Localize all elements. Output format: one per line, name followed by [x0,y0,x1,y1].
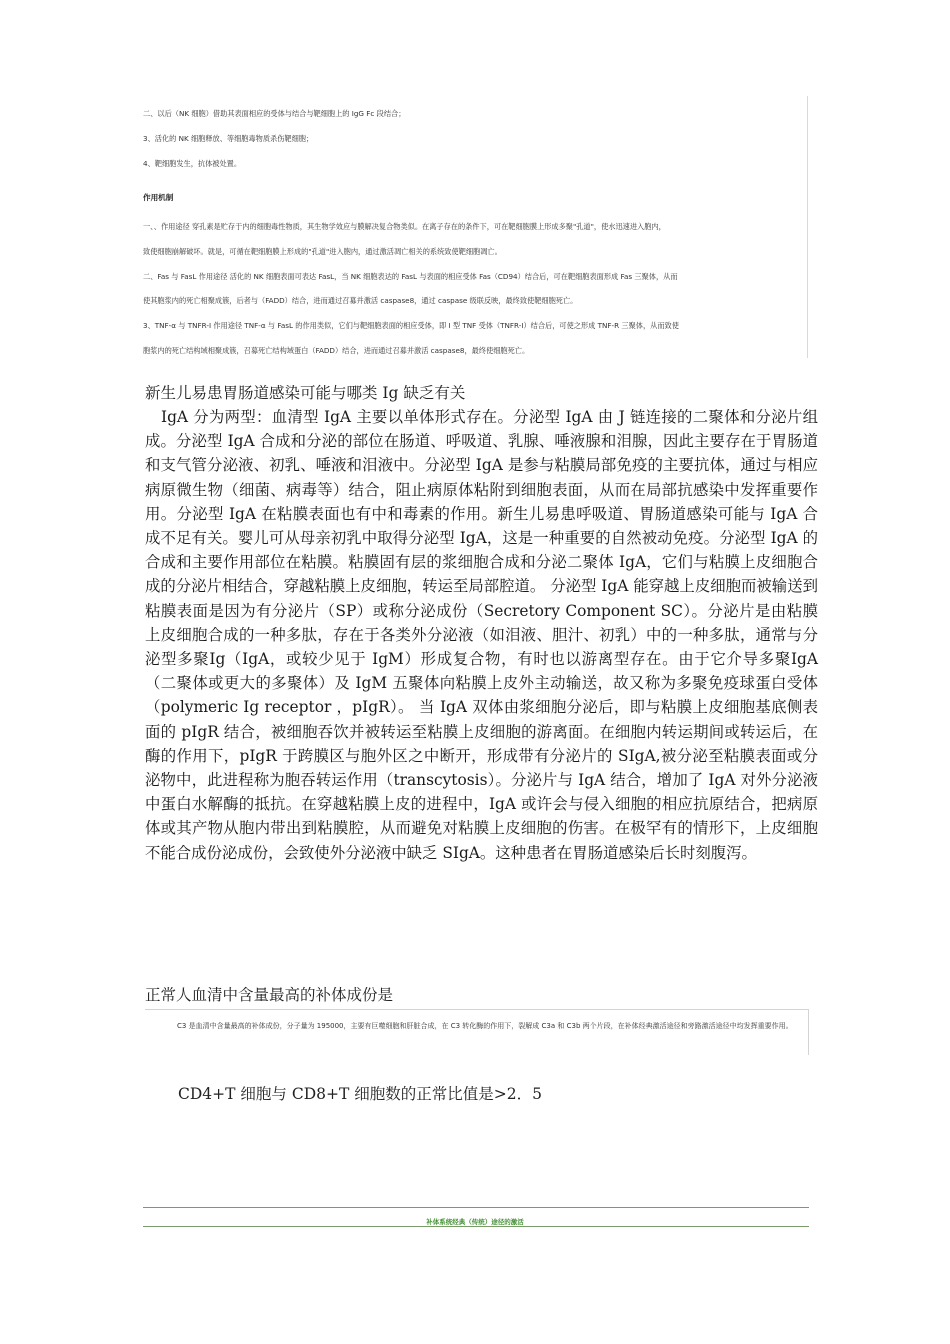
section-heading: 作用机制 [143,193,174,202]
text-line: 4、靶细胞发生，抗体被处置。 [143,159,242,168]
text-line: 二、Fas 与 FasL 作用途径 活化的 NK 细胞表面可表达 FasL，当 NK 细胞表达的 FasL 与表面的相应受体 Fas（CD94）结合后，可在靶细胞表面形成 Fas 三聚体，从而 [143,272,678,281]
text-line: 3、TNF-α 与 TNFR-I 作用途径 TNF-α 与 FasL 的作用类似，它们与靶细胞表面的相应受体，即 I 型 TNF 受体（TNFR-I）结合后，可使之形成 TNF-R 三聚体，从而致使 [143,321,679,330]
text-line: 胞浆内的死亡结构域相聚成簇，召募死亡结构域蛋白（FADD）结合，进而通过召募并激活 caspase8，最终使细胞死亡。 [143,346,530,355]
text-line: 使其胞浆内的死亡相聚成簇，后者与（FADD）结合，进而通过召募并激活 caspase8，通过 caspase 级联反映，最终致使靶细胞死亡。 [143,296,578,305]
footer-divider [143,1226,809,1227]
question-title: 正常人血清中含量最高的补体成份是 [145,986,394,1004]
text-line: 3、活化的 NK 细胞释放、等细胞毒物质杀伤靶细胞； [143,134,314,143]
text-line: 致使细胞崩解破坏。就是，可循在靶细胞膜上形成的"孔道"进入胞内，通过激活凋亡相关的系统致使靶细胞凋亡。 [143,247,502,256]
text-line: 一、、作用途径 穿孔素是贮存于内的细胞毒性物质，其生物学效应与膜解决复合物类似。在离子存在的条件下，可在靶细胞膜上形成多聚"孔道"，使水迅速进入胞内， [143,222,666,231]
footer-title: 补体系统经典（传统）途径的激活 [426,1218,524,1226]
text-line: 二、以后（NK 细胞）借助其表面相应的受体与结合与靶细胞上的 IgG Fc 段结合； [143,109,406,118]
top-text-block [143,96,808,358]
answer-paragraph: IgA 分为两型：血清型 IgA 主要以单体形式存在。分泌型 IgA 由 J 链连接的二聚体和分泌片组成。分泌型 IgA 合成和分泌的部位在肠道、呼吸道、乳腺、唾液腺和泪腺，因此主要存在于胃肠道和支气管分泌液、初乳、唾液和泪液中。分泌型 IgA 是参与粘膜局部免疫的主要抗体，通过与相应病原微生物（细菌、病毒等）结合，阻止病原体粘附到细胞表面，从而在局部抗感染中发挥重要作用。分泌型 IgA 在粘膜表面也有中和毒素的作用。新生儿易患呼吸道、胃肠道感染可能与 IgA 合成不足有关。婴儿可从母亲初乳中取得分泌型 IgA，这是一种重要的自然被动免疫。分泌型 IgA 的合成和主要作用部位在粘膜。粘膜固有层的浆细胞合成和分泌二聚体 IgA，它们与粘膜上皮细胞合成的分泌片相结合，穿越粘膜上皮细胞，转运至局部腔道。 分泌型 IgA 能穿越上皮细胞而被输送到粘膜表面是因为有分泌片（SP）或称分泌成份（Secretory Component SC）。分泌片是由粘膜上皮细胞合成的一种多肽，存在于各类外分泌液（如泪液、胆汁、初乳）中的一种多肽，通常与分泌型多聚Ig（IgA，或较少见于 IgM）形成复合物，有时也以游离型存在。由于它介导多聚IgA（二聚体或更大的多聚体）及 IgM 五聚体向粘膜上皮外主动输送，故又称为多聚免疫球蛋白受体（polymeric Ig receptor ，pIgR）。 当 IgA 双体由浆细胞分泌后，即与粘膜上皮细胞基底侧表面的 pIgR 结合，被细胞吞饮并被转运至粘膜上皮细胞的游离面。在细胞内转运期间或转运后，在酶的作用下，pIgR 于跨膜区与胞外区之中断开，形成带有分泌片的 SIgA,被分泌至粘膜表面或分泌物中，此进程称为胞吞转运作用（transcytosis）。分泌片与 IgA 结合，增加了 IgA 对外分泌液中蛋白水解酶的抵抗。在穿越粘膜上皮的进程中，IgA 或许会与侵入细胞的相应抗原结合，把病原体或其产物从胞内带出到粘膜腔，从而避免对粘膜上皮细胞的伤害。在极罕有的情形下，上皮细胞不能合成份泌成份，会致使外分泌液中缺乏 SIgA。这种患者在胃肠道感染后长时刻腹泻。 [145,408,818,862]
footer-divider [143,1207,809,1208]
answer-line: CD4+T 细胞与 CD8+T 细胞数的正常比值是>2．5 [178,1085,542,1103]
answer-box [145,1009,809,1055]
question-title: 新生儿易患胃肠道感染可能与哪类 Ig 缺乏有关 [145,384,466,402]
answer-text: C3 是血清中含量最高的补体成份，分子量为 195000，主要有巨噬细胞和肝脏合成，在 C3 转化酶的作用下，裂解成 C3a 和 C3b 两个片段，在补体经典激活途径和旁路激活途径中均发挥重要作用。 [177,1022,793,1030]
